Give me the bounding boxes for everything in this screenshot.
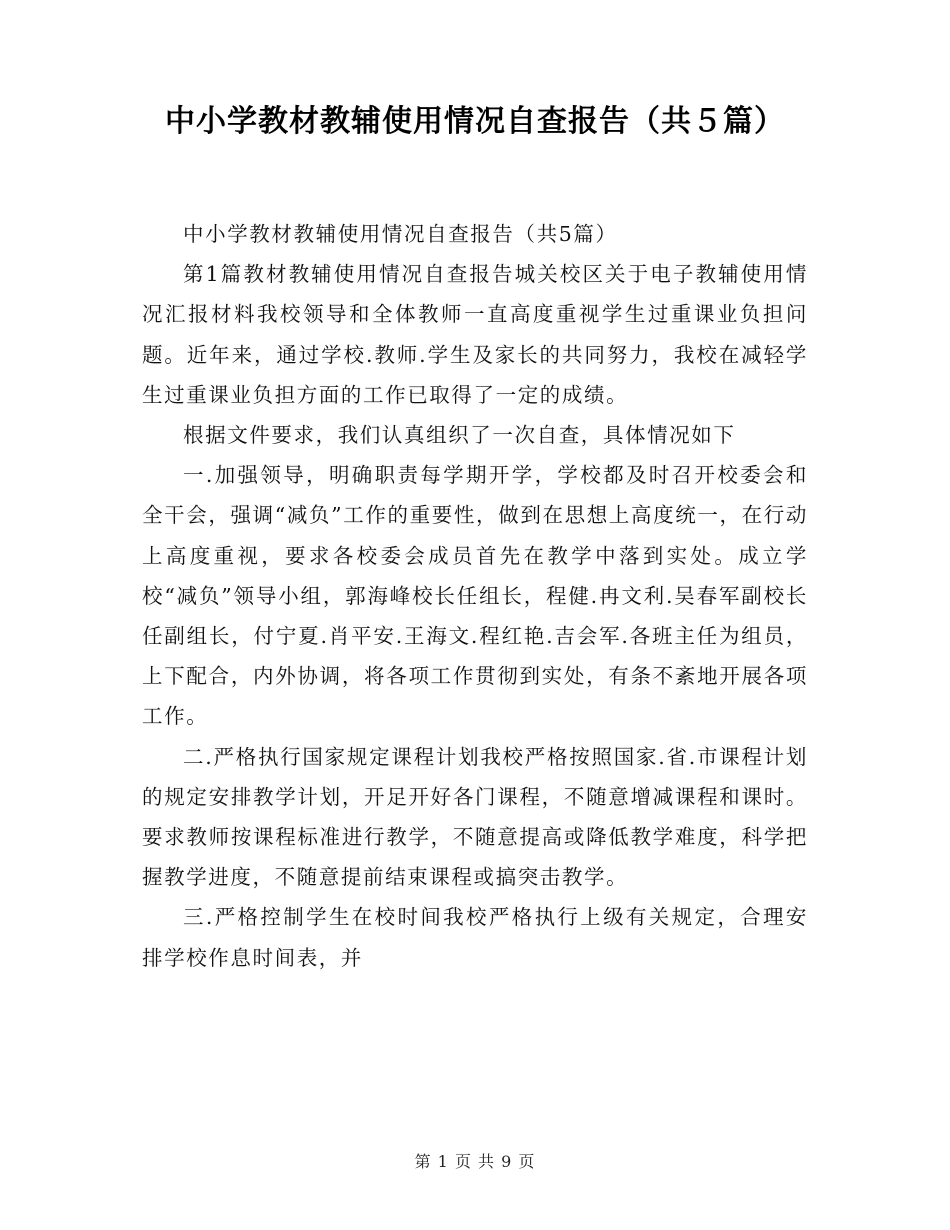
paragraph-section-3: 三.严格控制学生在校时间我校严格执行上级有关规定，合理安排学校作息时间表，并 <box>142 905 808 970</box>
page-footer: 第 1 页 共 9 页 <box>414 1152 536 1171</box>
paragraph-subtitle: 中小学教材教辅使用情况自查报告（共5篇） <box>183 222 618 246</box>
paragraph-intro: 第1篇教材教辅使用情况自查报告城关校区关于电子教辅使用情况汇报材料我校领导和全体教师一直高度重视学生过重课业负担问题。近年来，通过学校.教师.学生及家长的共同努力，我校在减轻学生过重课业负担方面的工作已取得了一定的成绩。 <box>142 262 808 407</box>
paragraph-section-2: 二.严格执行国家规定课程计划我校严格按照国家.省.市课程计划的规定安排教学计划，开足开好各门课程，不随意增减课程和课时。要求教师按课程标准进行教学，不随意提高或降低教学难度，科学把握教学进度，不随意提前结束课程或搞突击教学。 <box>142 744 808 890</box>
paragraph-section-1: 一.加强领导，明确职责每学期开学，学校都及时召开校委会和全干会，强调“减负”工作的重要性，做到在思想上高度统一，在行动上高度重视，要求各校委会成员首先在教学中落到实处。成立学校“减负”领导小组，郭海峰校长任组长，程健.冉文利.吴春军副校长任副组长，付宁夏.肖平安.王海文.程红艳.吉会军.各班主任为组员，上下配合，内外协调，将各项工作贯彻到实处，有条不紊地开展各项工作。 <box>142 463 808 729</box>
paragraph-self-check: 根据文件要求，我们认真组织了一次自查，具体情况如下 <box>183 423 736 448</box>
document-body <box>142 214 808 978</box>
document-title: 中小学教材教辅使用情况自查报告（共５篇） <box>165 104 785 139</box>
